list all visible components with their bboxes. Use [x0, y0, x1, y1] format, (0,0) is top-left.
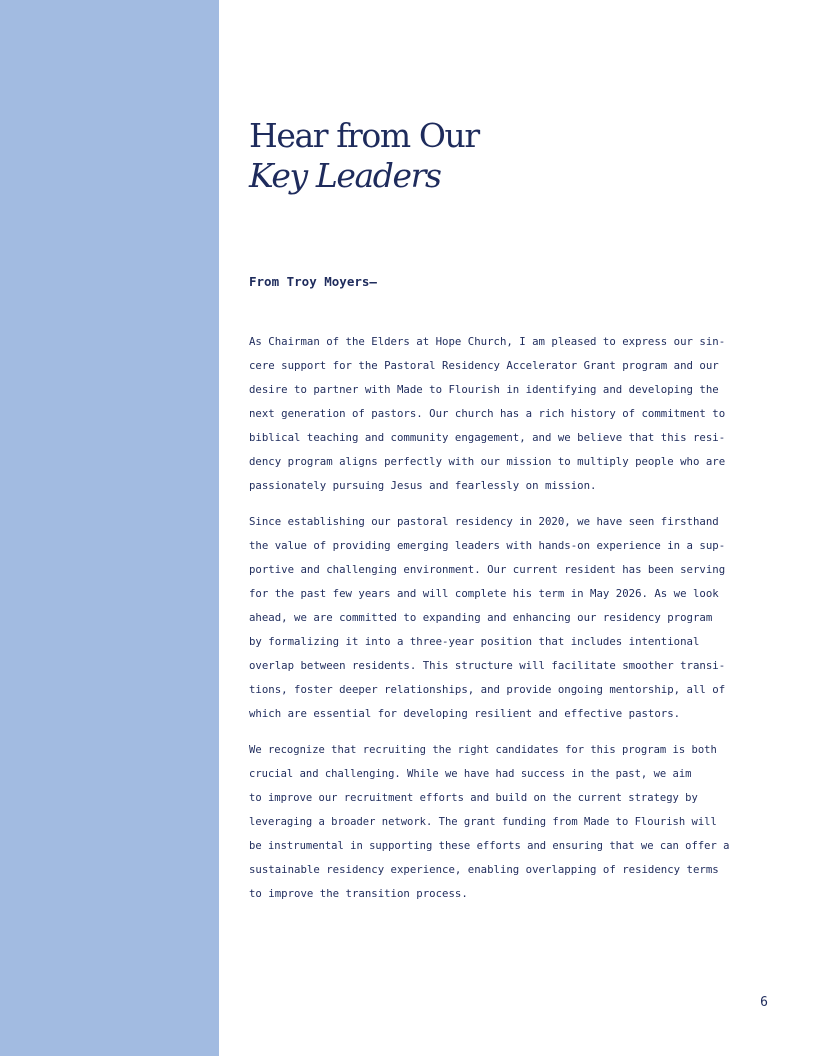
paragraph-line: crucial and challenging. While we have had success in the past, we aim	[249, 768, 692, 780]
paragraph-line: by formalizing it into a three-year position that includes intentional	[249, 635, 700, 648]
paragraph-line: overlap between residents. This structure will facilitate smoother transi-	[249, 659, 726, 672]
paragraph-line: tions, foster deeper relationships, and provide ongoing mentorship, all of	[249, 683, 726, 696]
paragraph-line: passionately pursuing Jesus and fearlessly on mission.	[249, 479, 597, 492]
paragraph-line: As Chairman of the Elders at Hope Church, I am pleased to express our sin-	[249, 335, 726, 348]
paragraph-line: next generation of pastors. Our church has a rich history of commitment to	[249, 407, 726, 420]
page-title-line-1: Hear from Our	[249, 116, 479, 155]
paragraph-line: to improve our recruitment efforts and build on the current strategy by	[249, 792, 698, 804]
letter-paragraph-2	[249, 510, 725, 726]
paragraph-line: for the past few years and will complete his term in May 2026. As we look	[249, 587, 719, 600]
letter-paragraph-3	[249, 738, 729, 906]
page-title-line-2: Key Leaders	[249, 156, 441, 195]
author-attribution: From Troy Moyers—	[249, 274, 377, 289]
paragraph-line: be instrumental in supporting these efforts and ensuring that we can offer a	[249, 840, 730, 852]
paragraph-line: ahead, we are committed to expanding and enhancing our residency program	[249, 611, 713, 624]
paragraph-line: the value of providing emerging leaders with hands-on experience in a sup-	[249, 539, 726, 552]
paragraph-line: biblical teaching and community engagement, and we believe that this resi-	[249, 431, 726, 444]
paragraph-line: Since establishing our pastoral residency in 2020, we have seen firsthand	[249, 515, 719, 528]
letter-paragraph-1	[249, 330, 725, 498]
paragraph-line: desire to partner with Made to Flourish in identifying and developing the	[249, 383, 719, 396]
paragraph-line: portive and challenging environment. Our current resident has been serving	[249, 563, 726, 576]
page-number: 6	[760, 995, 768, 1010]
paragraph-line: dency program aligns perfectly with our mission to multiply people who are	[249, 455, 726, 468]
paragraph-line: which are essential for developing resilient and effective pastors.	[249, 707, 681, 720]
paragraph-line: sustainable residency experience, enabling overlapping of residency terms	[249, 863, 719, 876]
paragraph-line: cere support for the Pastoral Residency Accelerator Grant program and our	[249, 359, 719, 372]
paragraph-line: to improve the transition process.	[249, 887, 468, 900]
paragraph-line: leveraging a broader network. The grant funding from Made to Flourish will	[249, 816, 717, 828]
paragraph-line: We recognize that recruiting the right candidates for this program is both	[249, 744, 717, 756]
sidebar-color-band	[0, 0, 219, 1056]
